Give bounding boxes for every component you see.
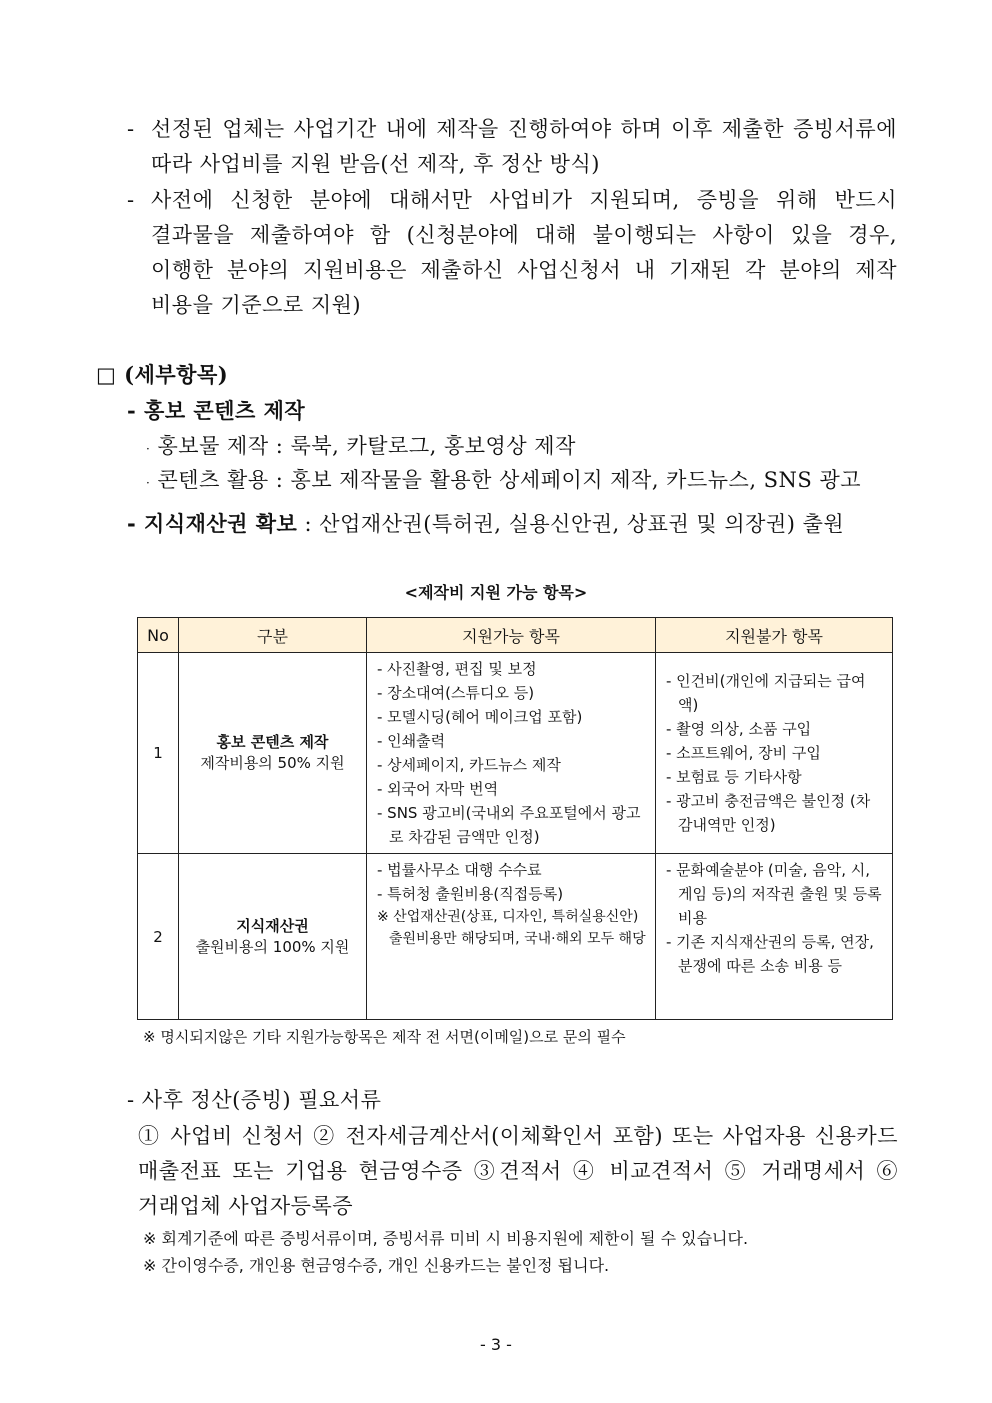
table-caption: <제작비 지원 가능 항목> — [404, 583, 588, 602]
settlement-heading: 사후 정산(증빙) 필요서류 — [141, 1088, 382, 1112]
table-row — [138, 653, 893, 854]
settlement-line-2: 매출전표 또는 기업용 현금영수증 ③견적서 ④ 비교견적서 ⑤ 거래명세서 ⑥ — [138, 1159, 898, 1183]
table-footnote: ※ 명시되지않은 기타 지원가능항목은 제작 전 서면(이메일)으로 문의 필수 — [143, 1028, 626, 1046]
intro-bullet-2-line-2: 결과물을 제출하여야 함 (신청분야에 대해 불이행되는 사항이 있을 경우, — [151, 223, 897, 247]
dash-marker: - — [127, 398, 145, 423]
dash-marker: - — [127, 512, 145, 536]
settlement-line-1: ① 사업비 신청서 ② 전자세금계산서(이체확인서 포함) 또는 사업자용 신용카드 — [138, 1124, 898, 1148]
promo-item-2 — [146, 463, 896, 501]
header-category: 구분 — [179, 618, 367, 653]
list-item: - 광고비 충전금액은 불인정 (차감내역만 인정) — [666, 792, 871, 834]
promo-item-1-text: 홍보물 제작 : 룩북, 카탈로그, 홍보영상 제작 — [157, 434, 576, 458]
list-item: - 기존 지식재산권의 등록, 연장, 분쟁에 따른 소송 비용 등 — [666, 933, 874, 975]
category-subsidy: 제작비용의 50% 지원 — [200, 754, 345, 772]
category-subsidy: 출원비용의 100% 지원 — [195, 937, 350, 956]
settlement-docs — [138, 1119, 898, 1224]
list-item: - 문화예술분야 (미술, 음악, 시, 게임 등)의 저작권 출원 및 등록비용 — [666, 861, 882, 927]
list-item: - 모델시딩(헤어 메이크업 포함) — [377, 708, 583, 726]
promo-item-2-text: 콘텐츠 활용 : 홍보 제작물을 활용한 상세페이지 제작, 카드뉴스, SNS 광고 — [157, 468, 862, 492]
list-item: - 촬영 의상, 소품 구입 — [666, 720, 812, 738]
intro-bullet-2-line-1: 사전에 신청한 분야에 대해서만 사업비가 지원되며, 증빙을 위해 반드시 — [151, 188, 897, 212]
intro-bullet-1 — [127, 112, 897, 184]
not-supported-cell — [656, 653, 893, 854]
supported-cell — [367, 653, 656, 854]
list-item: - 외국어 자막 번역 — [377, 780, 499, 798]
not-supported-cell — [656, 854, 893, 1020]
section-heading: □ (세부항목) — [96, 362, 229, 387]
settlement-note-2: ※ 간이영수증, 개인용 현금영수증, 개인 신용카드는 불인정 됩니다. — [143, 1256, 610, 1275]
support-items-table — [137, 617, 893, 1020]
list-item: - 보험료 등 기타사항 — [666, 768, 802, 786]
middle-dot-marker: · — [146, 442, 151, 456]
ip-row — [127, 507, 897, 542]
intro-bullet-1-line-2: 따라 사업비를 지원 받음(선 제작, 후 정산 방식) — [151, 152, 600, 176]
intro-bullet-2 — [127, 183, 897, 325]
dash-marker: - — [127, 188, 135, 212]
table-header-row — [138, 618, 893, 653]
promo-item-1 — [146, 429, 576, 467]
intro-bullet-2-line-3: 이행한 분야의 지원비용은 제출하신 사업신청서 내 기재된 각 분야의 제작 — [151, 258, 897, 282]
list-note: ※ 산업재산권(상표, 디자인, 특허실용신안) 출원비용만 해당되며, 국내·해외 모두 해당 — [377, 909, 646, 947]
intro-bullet-2-line-4: 비용을 기준으로 지원) — [151, 293, 362, 317]
list-item: - 장소대여(스튜디오 등) — [377, 684, 535, 702]
header-supported: 지원가능 항목 — [367, 618, 656, 653]
promo-heading-row — [127, 393, 305, 429]
list-item: - 상세페이지, 카드뉴스 제작 — [377, 756, 561, 774]
supported-cell — [367, 854, 656, 1020]
row-number: 2 — [138, 854, 179, 1020]
row-category — [179, 653, 367, 854]
list-item: - SNS 광고비(국내외 주요포털에서 광고로 차감된 금액만 인정) — [377, 804, 641, 846]
category-name: 홍보 콘텐츠 제작 — [216, 733, 329, 751]
header-no: No — [138, 618, 179, 653]
middle-dot-marker: · — [146, 476, 151, 490]
list-item: - 사진촬영, 편집 및 보정 — [377, 660, 537, 678]
settlement-note-1: ※ 회계기준에 따른 증빙서류이며, 증빙서류 미비 시 비용지원에 제한이 될 수 있습니다. — [143, 1229, 749, 1248]
table-row — [138, 854, 893, 1020]
promo-heading: 홍보 콘텐츠 제작 — [144, 398, 306, 423]
category-name: 지식재산권 — [236, 916, 309, 935]
list-item: - 법률사무소 대행 수수료 — [377, 861, 542, 879]
header-not-supported: 지원불가 항목 — [656, 618, 893, 653]
row-number: 1 — [138, 653, 179, 854]
settlement-heading-row — [127, 1083, 381, 1118]
list-item: - 특허청 출원비용(직접등록) — [377, 885, 564, 903]
list-item: - 인건비(개인에 지급되는 급여액) — [666, 672, 866, 714]
ip-text: : 산업재산권(특허권, 실용신안권, 상표권 및 의장권) 출원 — [304, 512, 845, 536]
ip-heading: 지식재산권 확보 — [144, 512, 298, 536]
dash-marker: - — [127, 1088, 142, 1112]
intro-bullet-1-line-1: 선정된 업체는 사업기간 내에 제작을 진행하여야 하며 이후 제출한 증빙서류에 — [151, 117, 897, 141]
list-item: - 소프트웨어, 장비 구입 — [666, 744, 821, 762]
settlement-line-3: 거래업체 사업자등록증 — [138, 1194, 354, 1218]
list-item: - 인쇄출력 — [377, 732, 446, 750]
row-category — [179, 854, 367, 1020]
page-number: - 3 - — [480, 1335, 512, 1354]
dash-marker: - — [127, 117, 135, 141]
